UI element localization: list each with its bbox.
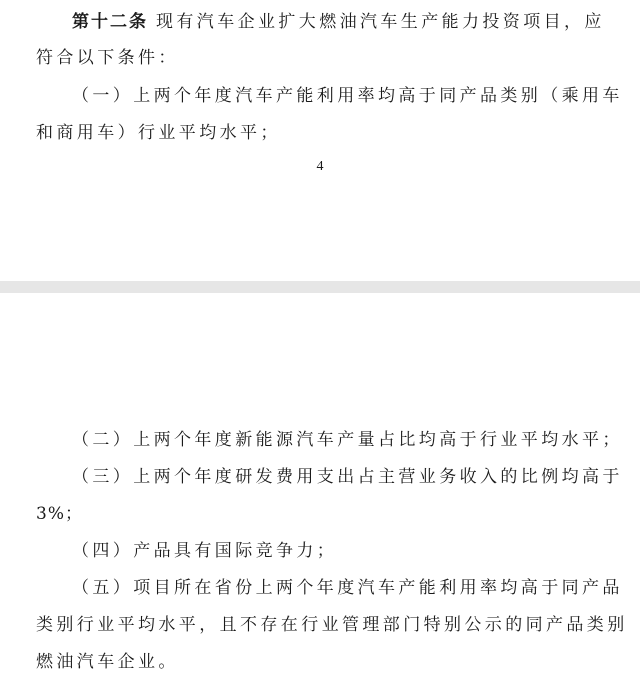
page-number: 4 <box>316 159 324 174</box>
article-second-line: 符合以下条件： <box>36 48 179 68</box>
article-first-line <box>0 7 640 37</box>
condition-5-line-3: 燃油汽车企业。 <box>36 652 179 672</box>
document-page-top <box>0 0 640 281</box>
condition-3-line-2: 3%； <box>36 504 83 524</box>
condition-1-line-2: 和商用车）行业平均水平； <box>36 123 281 143</box>
page-separator <box>0 281 640 293</box>
condition-1-line-1: （一）上两个年度汽车产能利用率均高于同产品类别（乘用车 <box>72 86 623 106</box>
article-heading: 第十二条 <box>72 12 148 32</box>
condition-5-line-2: 类别行业平均水平，且不存在行业管理部门特别公示的同产品类别 <box>36 615 628 635</box>
condition-2: （二）上两个年度新能源汽车产量占比均高于行业平均水平； <box>72 430 623 450</box>
article-intro-text: 现有汽车企业扩大燃油汽车生产能力投资项目，应 <box>156 12 605 32</box>
condition-4: （四）产品具有国际竞争力； <box>72 541 338 561</box>
document-page-bottom <box>0 293 640 676</box>
condition-5-line-1: （五）项目所在省份上两个年度汽车产能利用率均高于同产品 <box>72 578 623 598</box>
condition-3-line-1: （三）上两个年度研发费用支出占主营业务收入的比例均高于 <box>72 467 623 487</box>
